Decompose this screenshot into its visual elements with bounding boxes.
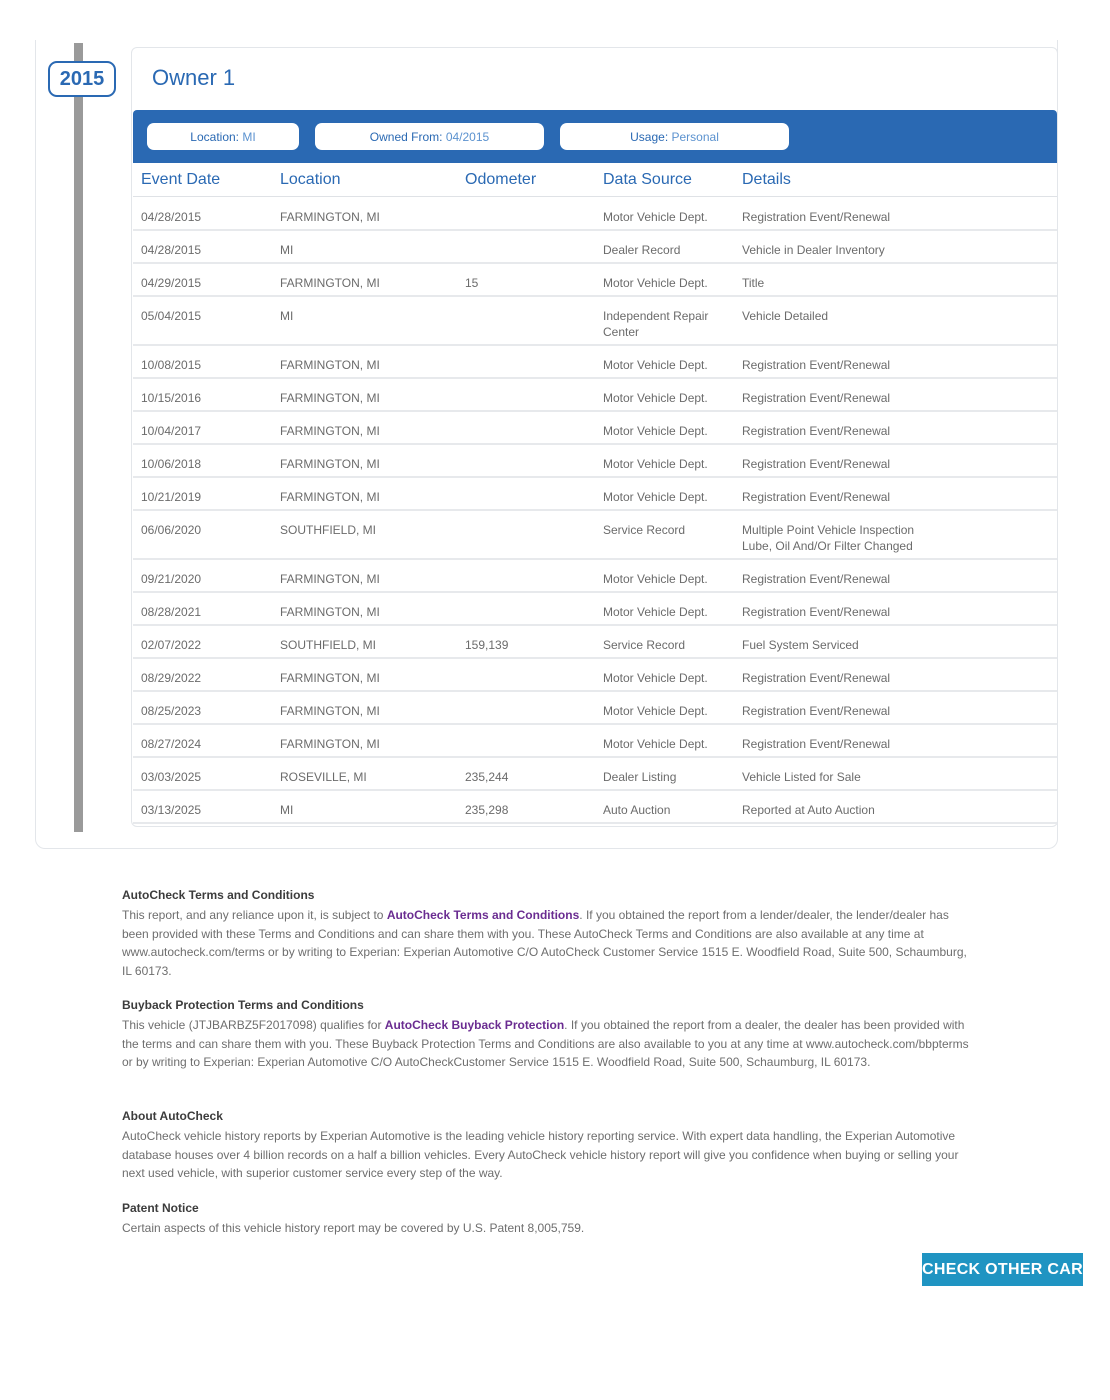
odometer-cell: 159,139 xyxy=(465,638,509,652)
details-cell: Registration Event/Renewal xyxy=(742,490,891,504)
details-cell: Registration Event/Renewal xyxy=(742,358,891,372)
data-source-cell: Motor Vehicle Dept. xyxy=(603,276,708,290)
details-cell: Registration Event/Renewal xyxy=(742,605,891,619)
details-cell: Vehicle in Dealer Inventory xyxy=(742,243,885,257)
table-row xyxy=(133,231,1057,264)
usage-pill xyxy=(560,123,789,150)
about-autocheck-text: AutoCheck vehicle history reports by Experian Automotive is the leading vehicle history reporting service. With expert data handling, the Experian Automotive database houses over 4 billion records on a half a billion vehicles. Every AutoCheck vehicle history report will give you confidence when buying or selling your next used vehicle, with superior customer service every step of the way. xyxy=(122,1128,959,1181)
event-date-cell: 08/27/2024 xyxy=(141,737,202,751)
data-source-cell: Independent Repair Center xyxy=(603,309,709,339)
about-autocheck-heading: About AutoCheck xyxy=(122,1109,223,1123)
data-source-cell: Motor Vehicle Dept. xyxy=(603,391,708,405)
buyback-terms-text-start: This vehicle (JTJBARBZ5F2017098) qualifies for xyxy=(122,1017,385,1032)
details-cell: Registration Event/Renewal xyxy=(742,704,891,718)
header-data-source: Data Source xyxy=(603,171,692,188)
location-cell: MI xyxy=(280,803,294,817)
location-cell: FARMINGTON, MI xyxy=(280,737,380,751)
location-cell: FARMINGTON, MI xyxy=(280,424,380,438)
event-date-cell: 10/21/2019 xyxy=(141,490,202,504)
location-cell: ROSEVILLE, MI xyxy=(280,770,367,784)
data-source-cell: Motor Vehicle Dept. xyxy=(603,490,708,504)
data-source-cell: Motor Vehicle Dept. xyxy=(603,210,708,224)
event-date-cell: 02/07/2022 xyxy=(141,638,202,652)
location-cell: FARMINGTON, MI xyxy=(280,490,380,504)
event-date-cell: 04/28/2015 xyxy=(141,210,202,224)
table-row xyxy=(133,626,1057,659)
table-row xyxy=(133,264,1057,297)
details-cell: Fuel System Serviced xyxy=(742,638,859,652)
data-source-cell: Motor Vehicle Dept. xyxy=(603,424,708,438)
buyback-terms-heading: Buyback Protection Terms and Conditions xyxy=(122,998,364,1012)
location-cell: FARMINGTON, MI xyxy=(280,605,380,619)
event-date-cell: 05/04/2015 xyxy=(141,309,202,323)
patent-notice-text: Certain aspects of this vehicle history report may be covered by U.S. Patent 8,005,759. xyxy=(122,1220,585,1235)
location-cell: SOUTHFIELD, MI xyxy=(280,638,377,652)
details-cell: Vehicle Detailed xyxy=(742,309,829,323)
buyback-terms-text xyxy=(122,1016,972,1072)
location-cell: SOUTHFIELD, MI xyxy=(280,523,377,537)
location-label: Location: xyxy=(190,129,239,144)
data-source-cell: Motor Vehicle Dept. xyxy=(603,457,708,471)
details-cell: Vehicle Listed for Sale xyxy=(742,770,861,784)
location-cell: MI xyxy=(280,243,294,257)
event-date-cell: 06/06/2020 xyxy=(141,523,202,537)
details-cell: Registration Event/Renewal xyxy=(742,572,891,586)
details-cell: Registration Event/Renewal xyxy=(742,391,891,405)
owner-title: Owner 1 xyxy=(152,65,236,90)
location-cell: FARMINGTON, MI xyxy=(280,572,380,586)
location-cell: FARMINGTON, MI xyxy=(280,457,380,471)
buyback-terms-section xyxy=(122,996,972,1072)
event-date-cell: 10/04/2017 xyxy=(141,424,202,438)
data-source-cell: Motor Vehicle Dept. xyxy=(603,358,708,372)
event-date-cell: 10/08/2015 xyxy=(141,358,202,372)
location-cell: FARMINGTON, MI xyxy=(280,210,380,224)
location-cell: FARMINGTON, MI xyxy=(280,391,380,405)
details-cell: Registration Event/Renewal xyxy=(742,210,891,224)
usage-value: Personal xyxy=(671,129,719,144)
table-row xyxy=(133,379,1057,412)
table-row xyxy=(133,593,1057,626)
owned-from-label: Owned From: xyxy=(369,129,443,144)
details-cell xyxy=(742,522,1042,554)
location-pill xyxy=(147,123,299,150)
header-location: Location xyxy=(280,171,341,188)
details-cell: Registration Event/Renewal xyxy=(742,457,891,471)
location-cell: FARMINGTON, MI xyxy=(280,704,380,718)
owned-from-pill xyxy=(315,123,544,150)
autocheck-terms-link[interactable]: AutoCheck Terms and Conditions xyxy=(386,907,580,922)
table-row xyxy=(133,412,1057,445)
table-row xyxy=(133,725,1057,758)
odometer-cell: 235,298 xyxy=(465,803,509,817)
details-cell: Registration Event/Renewal xyxy=(742,424,891,438)
table-row xyxy=(133,791,1057,824)
table-row xyxy=(133,478,1057,511)
event-date-cell: 04/28/2015 xyxy=(141,243,202,257)
event-date-cell: 08/28/2021 xyxy=(141,605,202,619)
autocheck-terms-text xyxy=(122,906,972,981)
timeline-bar xyxy=(74,43,83,832)
table-row xyxy=(133,346,1057,379)
buyback-terms-text-end: . If you obtained the report from a dealer, the dealer has been provided with the terms and can share them with you. These Buyback Protection Terms and Conditions are also available to you at any time at www.autocheck.com/bbpterms or by writing to Experian: Experian Automotive C/O AutoCheckCustomer Service 1515 E. Woodfield Road, Suite 500, Schaumburg, IL 60173. xyxy=(122,1017,969,1070)
table-row xyxy=(133,198,1057,231)
data-source-cell: Service Record xyxy=(603,523,686,537)
header-event-date: Event Date xyxy=(141,171,221,188)
autocheck-terms-heading: AutoCheck Terms and Conditions xyxy=(122,888,315,902)
year-badge: 2015 xyxy=(48,61,116,97)
header-details: Details xyxy=(742,171,791,188)
table-row xyxy=(133,692,1057,725)
odometer-cell: 15 xyxy=(465,276,479,290)
check-other-car-button[interactable]: CHECK OTHER CAR xyxy=(922,1253,1083,1286)
buyback-protection-link[interactable]: AutoCheck Buyback Protection xyxy=(384,1017,565,1032)
data-source-cell: Dealer Record xyxy=(603,243,681,257)
event-date-cell: 03/03/2025 xyxy=(141,770,202,784)
patent-notice-heading: Patent Notice xyxy=(122,1201,199,1215)
event-date-cell: 08/25/2023 xyxy=(141,704,202,718)
details-cell: Title xyxy=(742,276,765,290)
patent-notice-section xyxy=(122,1199,972,1238)
event-date-cell: 08/29/2022 xyxy=(141,671,202,685)
table-row xyxy=(133,758,1057,791)
table-row xyxy=(133,560,1057,593)
header-odometer: Odometer xyxy=(465,171,537,188)
location-cell: MI xyxy=(280,309,294,323)
table-row xyxy=(133,659,1057,692)
data-source-cell: Service Record xyxy=(603,638,686,652)
location-cell: FARMINGTON, MI xyxy=(280,358,380,372)
details-line-1: Multiple Point Vehicle Inspection xyxy=(742,523,915,537)
event-date-cell: 10/15/2016 xyxy=(141,391,202,405)
location-cell: FARMINGTON, MI xyxy=(280,276,380,290)
location-cell: FARMINGTON, MI xyxy=(280,671,380,685)
about-autocheck-section xyxy=(122,1107,972,1183)
table-row xyxy=(133,511,1057,560)
autocheck-terms-text-start: This report, and any reliance upon it, is subject to xyxy=(122,907,387,922)
odometer-cell: 235,244 xyxy=(465,770,509,784)
autocheck-terms-section xyxy=(122,886,972,981)
data-source-cell: Dealer Listing xyxy=(603,770,677,784)
table-header-divider xyxy=(133,196,1057,197)
details-cell: Reported at Auto Auction xyxy=(742,803,875,817)
data-source-cell: Auto Auction xyxy=(603,803,671,817)
data-source-cell: Motor Vehicle Dept. xyxy=(603,605,708,619)
data-source-cell: Motor Vehicle Dept. xyxy=(603,572,708,586)
autocheck-terms-text-end: . If you obtained the report from a lender/dealer, the lender/dealer has been provided with these Terms and Conditions and can share them with you. These AutoCheck Terms and Conditions are also available at any time at www.autocheck.com/terms or by writing to Experian: Experian Automotive C/O AutoCheck Customer Service 1515 E. Woodfield Road, Suite 500, Schaumburg, IL 60173. xyxy=(122,907,967,979)
details-cell: Registration Event/Renewal xyxy=(742,737,891,751)
data-source-cell: Motor Vehicle Dept. xyxy=(603,737,708,751)
event-date-cell: 10/06/2018 xyxy=(141,457,202,471)
owned-from-value: 04/2015 xyxy=(445,129,490,144)
table-row xyxy=(133,445,1057,478)
event-date-cell: 03/13/2025 xyxy=(141,803,202,817)
data-source-cell: Motor Vehicle Dept. xyxy=(603,704,708,718)
location-value: MI xyxy=(242,129,256,144)
event-date-cell: 09/21/2020 xyxy=(141,572,202,586)
data-source-cell: Motor Vehicle Dept. xyxy=(603,671,708,685)
table-row xyxy=(133,297,1057,346)
usage-label: Usage: xyxy=(630,129,669,144)
event-date-cell: 04/29/2015 xyxy=(141,276,202,290)
details-cell: Registration Event/Renewal xyxy=(742,671,891,685)
details-line-2: Lube, Oil And/Or Filter Changed xyxy=(742,539,913,553)
